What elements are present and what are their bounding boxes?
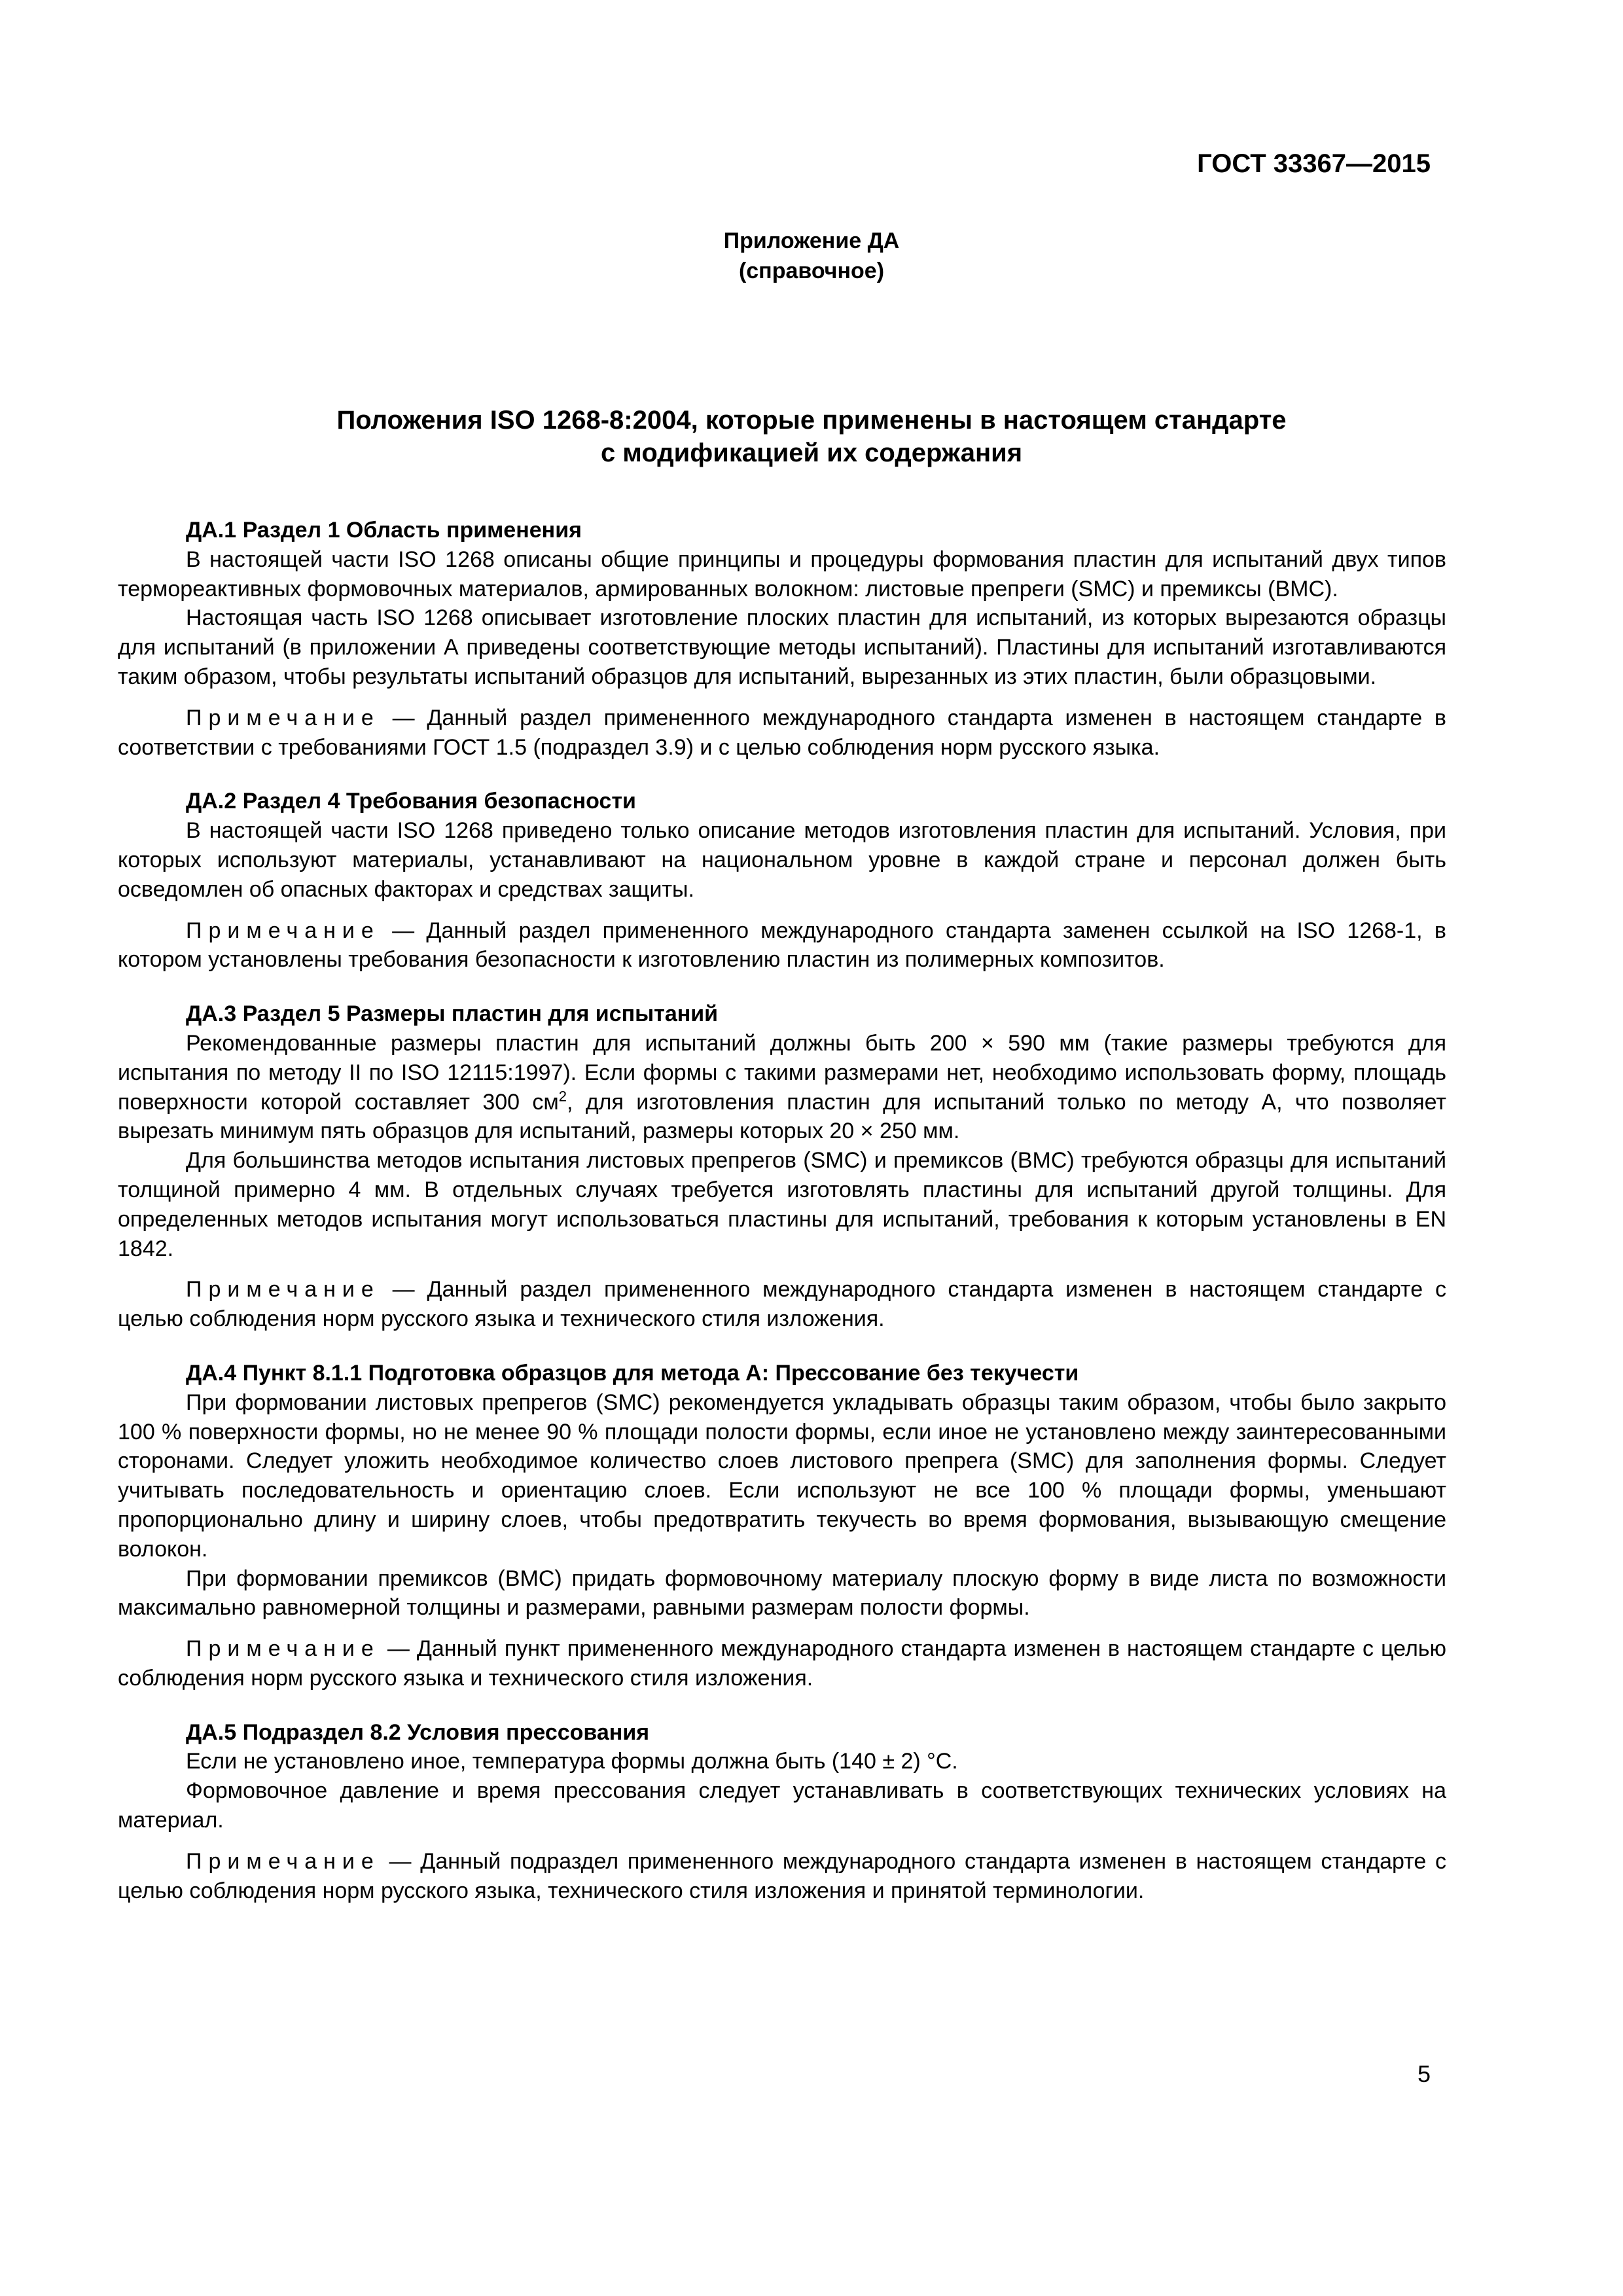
note-text: — Данный пункт примененного международного стандарта изменен в настоящем стандарте с целью соблюдения норм русского языка и технического стиля изложения. xyxy=(118,1636,1446,1691)
note-label: Примечание xyxy=(186,1848,380,1874)
section-da4 xyxy=(118,1359,1446,1693)
paragraph: Если не установлено иное, температура формы должна быть (140 ± 2) °С. xyxy=(186,1749,958,1774)
paragraph-text: Рекомендованные размеры пластин для испытаний должны быть 200 × 590 мм (такие размеры требуются для испытания по методу II по ISO 12115:1997). Если формы с такими размерами нет, необходимо использовать форму, площадь поверхности которой составляет 300 см xyxy=(118,1030,1446,1115)
section-da1 xyxy=(118,516,1446,762)
section-da5 xyxy=(118,1718,1446,1906)
note-text: — Данный раздел примененного международного стандарта изменен в настоящем стандарте в соответствии с требованиями ГОСТ 1.5 (подраздел 3.9) и с целью соблюдения норм русского языка. xyxy=(118,705,1446,760)
paragraph: Настоящая часть ISO 1268 описывает изготовление плоских пластин для испытаний, из которых вырезаются образцы для испытаний (в приложении А приведены соответствующие методы испытаний). Пластины для испытаний изготавливаются таким образом, чтобы результаты испытаний образцов для испытаний, вырезанных из этих пластин, были образцовыми. xyxy=(118,605,1446,689)
appendix-type: (справочное) xyxy=(738,259,885,283)
title-line-2: с модификацией их содержания xyxy=(600,439,1023,467)
note-text: — Данный раздел примененного международного стандарта заменен ссылкой на ISO 1268-1, в котором установлены требования безопасности к изготовлению пластин из полимерных композитов. xyxy=(118,918,1446,973)
section-da3 xyxy=(118,999,1446,1334)
paragraph: При формовании премиксов (BMC) придать формовочному материалу плоскую форму в виде листа по возможности максимально равномерной толщины и размерами, равными размерам полости формы. xyxy=(118,1566,1446,1621)
document-code: ГОСТ 33367—2015 xyxy=(1197,149,1431,178)
page-number: 5 xyxy=(1417,2060,1431,2087)
appendix-label: Приложение ДА xyxy=(723,228,900,253)
paragraph: Формовочное давление и время прессования следует устанавливать в соответствующих технических условиях на материал. xyxy=(118,1778,1446,1833)
paragraph-text: , для изготовления пластин для испытаний только по методу А, что позволяет вырезать минимум пять образцов для испытаний, размеры которых 20 × 250 мм. xyxy=(118,1089,1446,1144)
note xyxy=(118,1847,1446,1906)
title-line-1: Положения ISO 1268-8:2004, которые применены в настоящем стандарте xyxy=(336,406,1287,435)
paragraph: Для большинства методов испытания листовых препрегов (SMC) и премиксов (BMC) требуются образцы для испытаний толщиной примерно 4 мм. В отдельных случаях требуется изготовлять пластины для испытаний другой толщины. Для определенных методов испытания могут использоваться пластины для испытаний, требования к которым установлены в EN 1842. xyxy=(118,1148,1446,1261)
note xyxy=(118,1275,1446,1334)
note-label: Примечание xyxy=(186,1636,380,1662)
note xyxy=(118,704,1446,762)
superscript: 2 xyxy=(558,1088,567,1105)
note xyxy=(118,1634,1446,1693)
section-heading: ДА.2 Раздел 4 Требования безопасности xyxy=(186,789,636,814)
note xyxy=(118,916,1446,975)
note-label: Примечание xyxy=(186,1277,380,1302)
paragraph: В настоящей части ISO 1268 описаны общие принципы и процедуры формования пластин для испытаний двух типов термореактивных формовочных материалов, армированных волокном: листовые препреги (SMC) и премиксы (BMC). xyxy=(118,547,1446,601)
note-text: — Данный подраздел примененного международного стандарта изменен в настоящем стандарте с целью соблюдения норм русского языка, технического стиля изложения и принятой терминологии. xyxy=(118,1848,1446,1903)
section-heading: ДА.5 Подраздел 8.2 Условия прессования xyxy=(186,1719,650,1745)
appendix-title xyxy=(0,404,1623,469)
note-text: — Данный раздел примененного международного стандарта изменен в настоящем стандарте с целью соблюдения норм русского языка и технического стиля изложения. xyxy=(118,1277,1446,1332)
section-heading: ДА.4 Пункт 8.1.1 Подготовка образцов для метода А: Прессование без текучести xyxy=(186,1360,1079,1386)
note-label: Примечание xyxy=(186,705,380,730)
section-da2 xyxy=(118,787,1446,975)
section-heading: ДА.1 Раздел 1 Область применения xyxy=(186,518,582,543)
section-heading: ДА.3 Раздел 5 Размеры пластин для испытаний xyxy=(186,1001,719,1027)
paragraph xyxy=(118,1029,1446,1146)
paragraph: В настоящей части ISO 1268 приведено только описание методов изготовления пластин для испытаний. Условия, при которых используют материалы, устанавливают на национальном уровне в каждой стране и персонал должен быть осведомлен об опасных факторах и средствах защиты. xyxy=(118,818,1446,902)
paragraph: При формовании листовых препрегов (SMC) рекомендуется укладывать образцы таким образом, чтобы было закрыто 100 % поверхности формы, но не менее 90 % площади полости формы, если иное не установлено между заинтересованными сторонами. Следует уложить необходимое количество слоев листового препрега (SMC) для заполнения формы. Следует учитывать последовательность и ориентацию слоев. Если используют не все 100 % площади формы, уменьшают пропорционально длину и ширину слоев, чтобы предотвратить текучесть во время формования, вызывающую смещение волокон. xyxy=(118,1390,1446,1562)
appendix-header xyxy=(0,226,1623,286)
document-body xyxy=(118,516,1446,1905)
note-label: Примечание xyxy=(186,918,380,943)
